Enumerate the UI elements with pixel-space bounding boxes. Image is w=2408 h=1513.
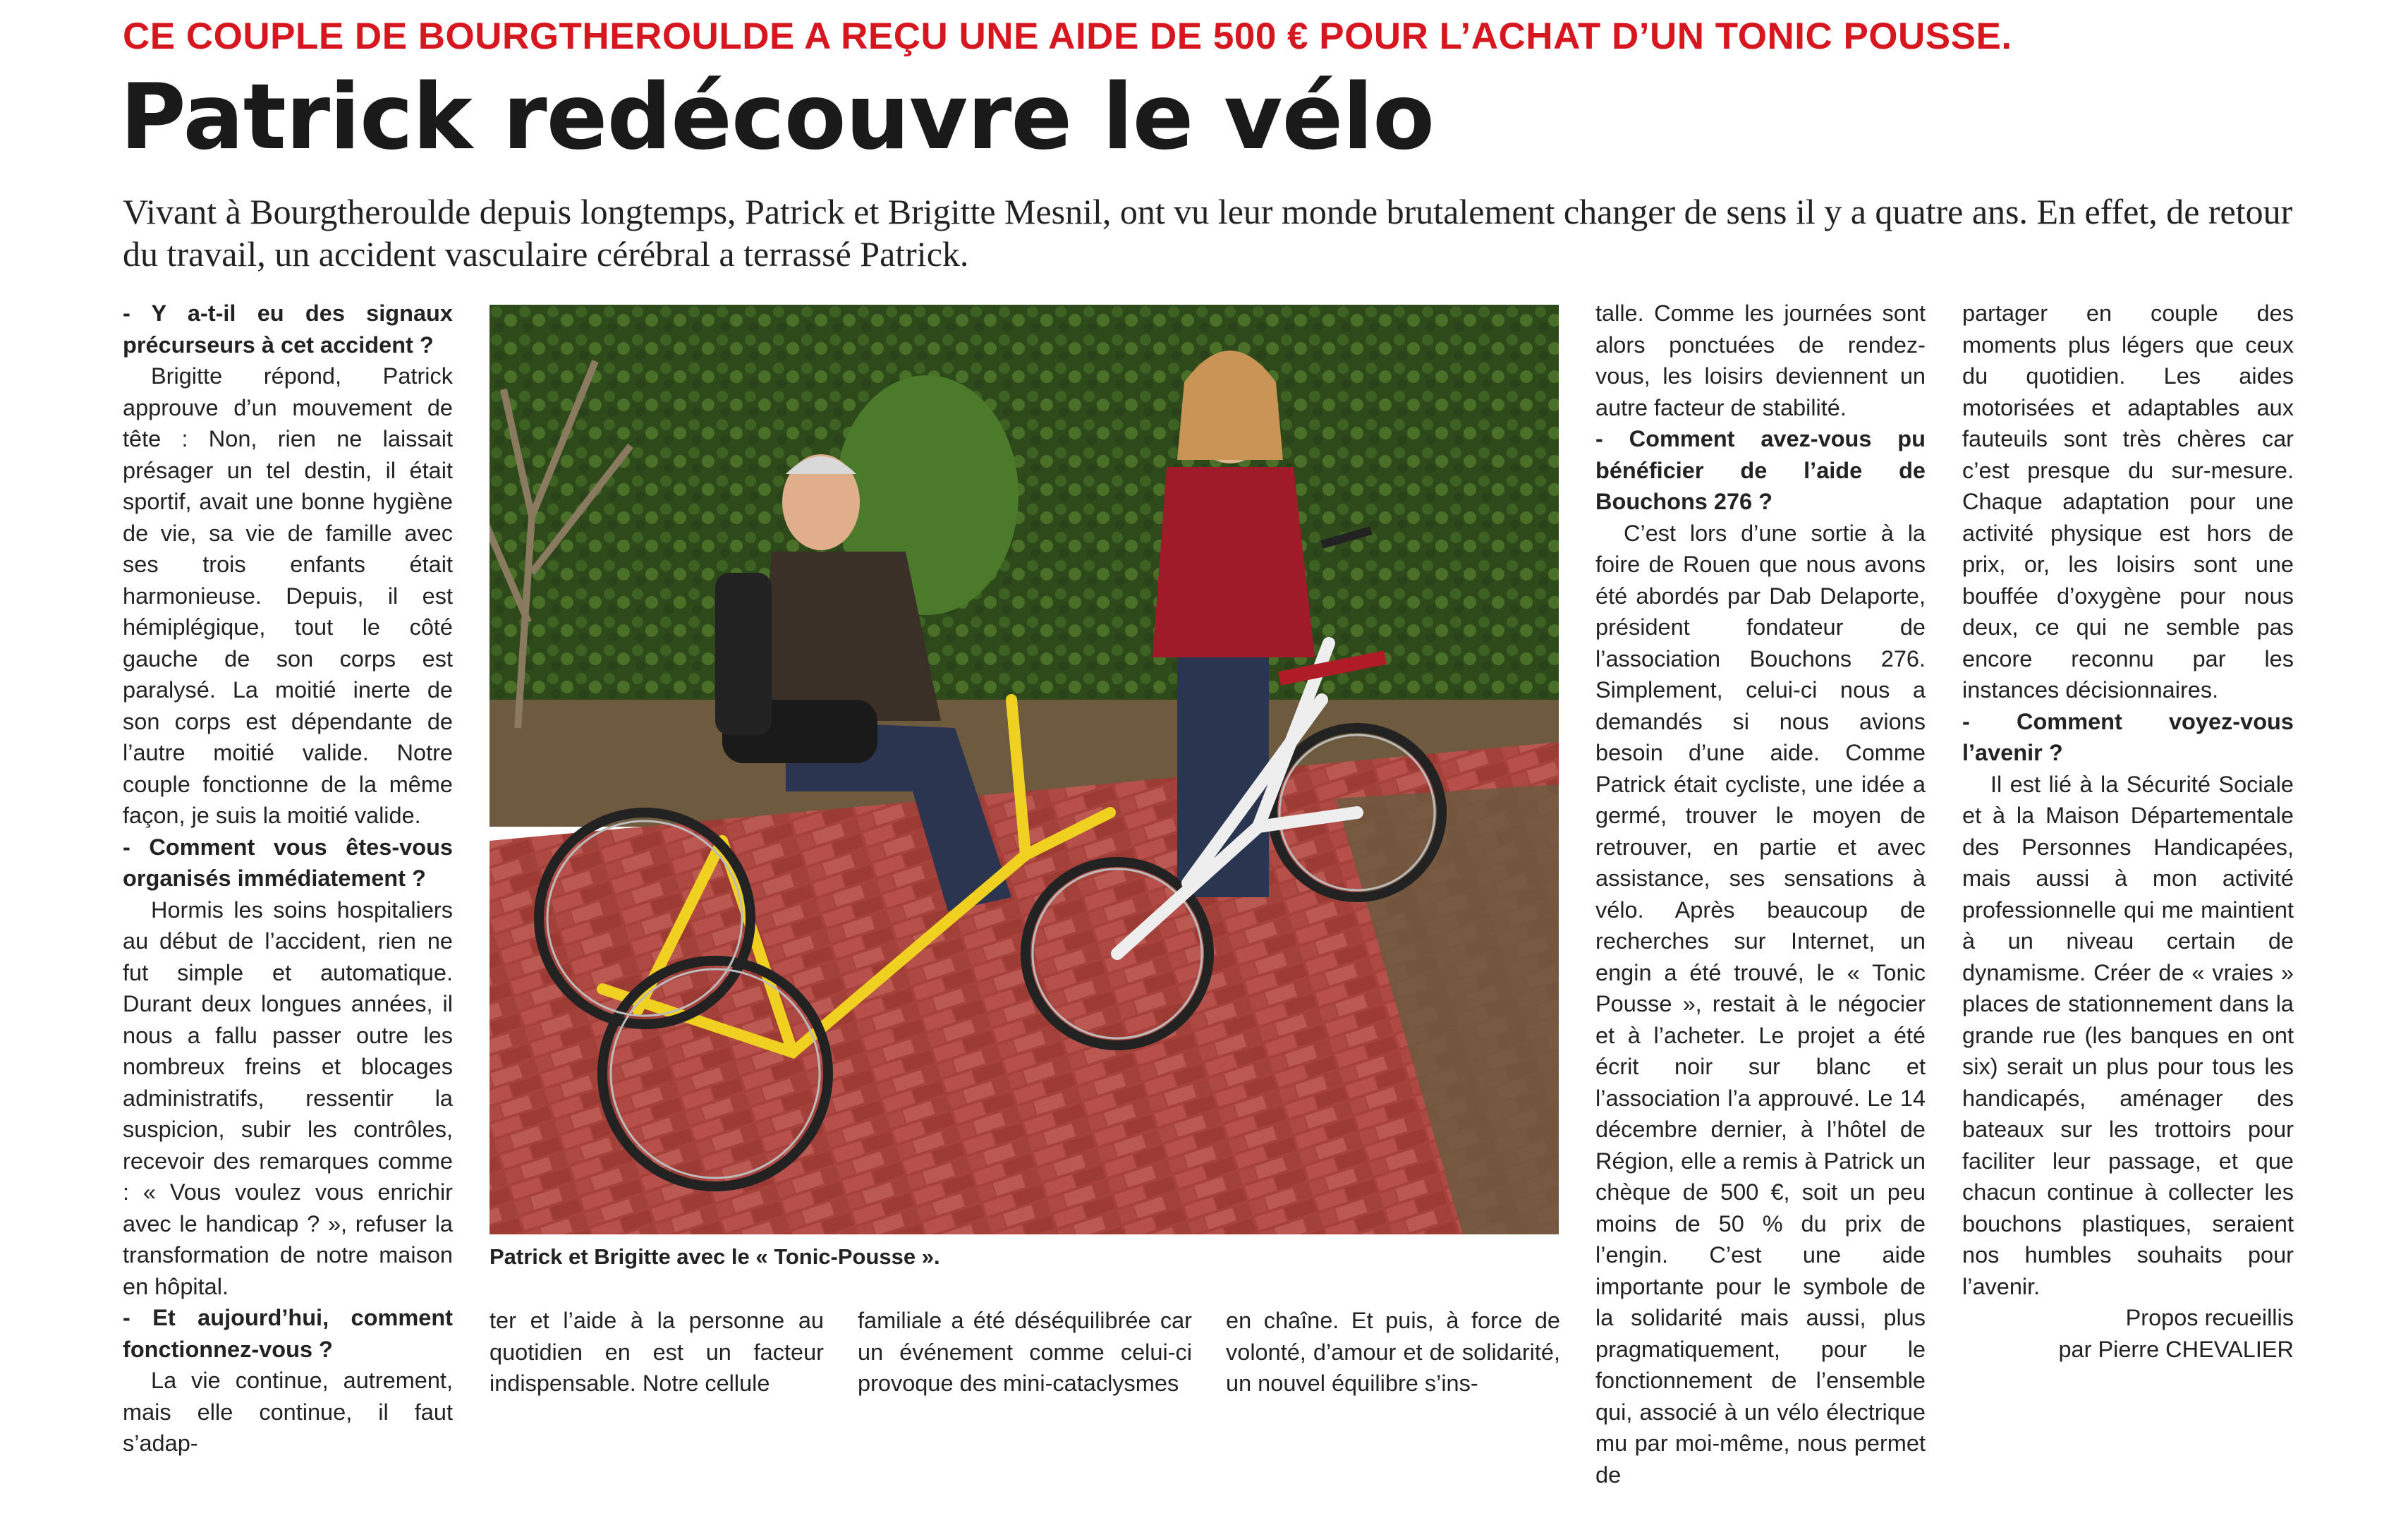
byline-line-1: Propos recueillis	[2125, 1305, 2294, 1330]
column-6	[1962, 298, 2294, 1365]
column-2-bottom	[489, 1305, 824, 1400]
column-3-bottom	[858, 1305, 1192, 1400]
answer: Brigitte répond, Patrick approuve d’un mouvement de tête : Non, rien ne laissait présager un tel destin, il était sportif, avait une bonne hygiène de vie, sa vie de famille avec ses trois enfants était harmonieuse. Depuis, il est hémiplégique, tout le côté gauche de son corps est paralysé. La moitié inerte de son corps est dépendante de l’autre moitié valide. Notre couple fonctionne de la même façon, je suis la moitié valide.	[123, 363, 453, 828]
question: - Comment voyez-vous l’avenir ?	[1962, 708, 2294, 765]
photo-caption: Patrick et Brigitte avec le « Tonic-Pousse ».	[489, 1244, 940, 1269]
answer: La vie continue, autrement, mais elle continue, il faut s’adap-	[123, 1368, 453, 1456]
column-5	[1595, 298, 1926, 1490]
kicker: CE COUPLE DE BOURGTHEROULDE A REÇU UNE AIDE DE 500 € POUR L’ACHAT D’UN TONIC POUSSE.	[123, 16, 2012, 57]
question: - Comment avez-vous pu bénéficier de l’aide de Bouchons 276 ?	[1595, 426, 1926, 514]
answer: partager en couple des moments plus légers que ceux du quotidien. Les aides motorisées et adaptables aux fauteuils sont très chères car c’est presque du sur-mesure. Chaque adaptation pour une activité physique est hors de prix, or, les loisirs sont une bouffée d’oxygène pour nous deux, ce qui ne semble pas encore reconnu par les instances décisionnaires.	[1962, 300, 2294, 703]
answer: Hormis les soins hospitaliers au début de l’accident, rien ne fut simple et automatique. Durant deux longues années, il nous a fallu passer outre les nombreux freins et blocages administratifs, ressentir la suspicion, subir les contrôles, recevoir des remarques comme : « Vous voulez vous enrichir avec le handicap ? », refuser la transformation de notre maison en hôpital.	[123, 897, 453, 1299]
answer: C’est lors d’une sortie à la foire de Rouen que nous avons été abordés par Dab Delaporte, président fondateur de l’association Bouchons 276. Simplement, celui-ci nous a demandés si nous avions besoin d’une aide. Comme Patrick était cycliste, une idée a germé, trouver le moyen de retrouver, en partie et avec assistance, ses sensations à vélo. Après beaucoup de recherches sur Internet, un engin a été trouvé, le « Tonic Pousse », restait à le négocier et à l’acheter. Le projet a été écrit noir sur blanc et l’association l’a approuvé. Le 14 décembre dernier, à l’hôtel de Région, elle a remis à Patrick un chèque de 500 €, soit un peu moins de 50 % du prix de l’engin. C’est une aide importante pour le symbole de la solidarité mais aussi, plus pragmatiquement, pour le fonctionnement de l’ensemble qui, associé à un vélo électrique mu par moi-même, nous permet de	[1595, 520, 1926, 1488]
answer: ter et l’aide à la personne au quotidien en est un facteur indispensable. Notre cellule	[489, 1308, 824, 1396]
article-photo	[489, 305, 1559, 1234]
question: - Y a-t-il eu des signaux précurseurs à cet accident ?	[123, 300, 453, 358]
byline-line-2: par Pierre CHEVALIER	[2058, 1336, 2294, 1362]
chapo: Vivant à Bourgtheroulde depuis longtemps, Patrick et Brigitte Mesnil, ont vu leur monde brutalement changer de sens il y a quatre ans. En effet, de retour du travail, un accident vasculaire cérébral a terrassé Patrick.	[123, 192, 2293, 274]
answer: familiale a été déséquilibrée car un événement comme celui-ci provoque des mini-cataclysmes	[858, 1308, 1192, 1396]
column-4-bottom	[1226, 1305, 1560, 1400]
answer: en chaîne. Et puis, à force de volonté, d’amour et de solidarité, un nouvel équilibre s’ins-	[1226, 1308, 1560, 1396]
answer: Il est lié à la Sécurité Sociale et à la Maison Départementale des Personnes Handicapées, mais aussi à mon activité professionnelle qui me maintient à un niveau certain de dynamisme. Créer de « vraies » places de stationnement dans la grande rue (les banques en ont six) serait un plus pour tous les handicapés, aménager des bateaux sur les trottoirs pour faciliter leur passage, et que chacun continue à collecter les bouchons plastiques, seraient nos humbles souhaits pour l’avenir.	[1962, 771, 2294, 1299]
answer: talle. Comme les journées sont alors ponctuées de rendez-vous, les loisirs deviennent un autre facteur de stabilité.	[1595, 300, 1926, 420]
column-1	[123, 298, 453, 1459]
headline: Patrick redécouvre le vélo	[120, 65, 1435, 170]
question: - Comment vous êtes-vous organisés immédiatement ?	[123, 834, 453, 891]
question: - Et aujourd’hui, comment fonctionnez-vous ?	[123, 1305, 453, 1362]
